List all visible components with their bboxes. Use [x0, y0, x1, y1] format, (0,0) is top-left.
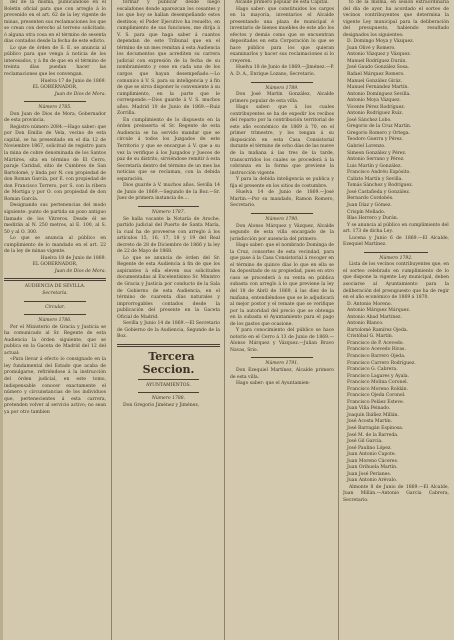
- name-list-item: Juan Viña Peinado.: [347, 406, 391, 412]
- name-list-item: Luis Martín y González.: [347, 163, 402, 169]
- name-list-item: José Sánchez Lobo.: [347, 117, 392, 123]
- paragraph: Alcalde primero popular de esta Capital.: [235, 0, 329, 5]
- name-list-item: Bartolomé Ramírez Ojeda.: [347, 327, 409, 333]
- name-list-item: D. Antonio Moreno.: [347, 301, 393, 307]
- divider: [24, 101, 85, 102]
- name-list-item: Y se anuncia al público en cumplimiento del art. 173 de dicha Ley.: [343, 222, 449, 235]
- subheader: Circular.: [45, 304, 65, 310]
- signature-name: Juan de Dios de Mora.: [54, 268, 106, 274]
- name-list-item: Juan Olivé y Romero.: [347, 45, 396, 51]
- column-rule: [224, 0, 225, 640]
- divider: [24, 314, 85, 315]
- section-divider: [117, 344, 220, 347]
- notice-number: Número 1788.: [151, 396, 186, 402]
- divider: [138, 379, 200, 380]
- name-list: [343, 39, 449, 235]
- name-list-item: Francisco de P. Acevedo.: [347, 340, 404, 346]
- name-list-item: Vicente Pérez Rodríguez.: [347, 104, 406, 110]
- name-list-item: Juan José Perianes.: [347, 471, 392, 477]
- name-list-item: Blas Herrero y Durán.: [347, 216, 399, 222]
- paragraph: Hago saber: que constituidos los cargos en la mayoría, inventarios el Alcalde presentando una plaza de municipal é inventario de bienes muebles de este año los efectos y demás como que se encuentran depositados en esta Corporación lo que se hace público para los que quieran examinarlos y hacer sus reclamaciones si lo creyeren.: [230, 6, 334, 64]
- paragraph: Dios guarde á V. muchos años. Sevilla 14 de Junio de 1869.—Segundo de la Boz.—Sr. Juez de primera instancia de....: [117, 183, 220, 202]
- divider: [251, 357, 313, 358]
- dateline: Huelva 18 de Junio de 1869.: [40, 255, 106, 261]
- name-list-item: Simeon González y Pérez.: [347, 150, 407, 156]
- column-4: [343, 0, 449, 640]
- paragraph: Hago saber: que á los cuales contribuyentes se ha de expedir los recibos del reparto por la contribución territorial de este año económico de 1869 á 70, en el primer trimestre, y los tengan á su disposición en esta Casa Consistorial durante el término de ocho días de las nueve de la mañana á las tres de la tarde, transcurridos los cuales se procederá á la cobranza en la forma que previene la instrucción vigente.: [230, 105, 334, 176]
- divider: [251, 82, 313, 83]
- name-list-item: Calixto Martín y Sevilla.: [347, 176, 403, 182]
- section-header: AUDIENCIA DE SEVILLA.: [24, 284, 86, 290]
- name-list-item: Tomás Sánchez y Rodríguez.: [347, 183, 414, 189]
- signature-title: EL GOBERNADOR,: [32, 85, 78, 91]
- subheader: AYUNTAMIENTOS.: [146, 382, 191, 388]
- paragraph: Lo que de órden de S. E. se anuncia al público para que venga á noticia de los interesados, y á fin de que en el término de treinta días puedan hacer las reclamaciones que les convengan.: [4, 45, 106, 78]
- name-list-item: Antonio Vázquez y Vázquez.: [347, 52, 412, 58]
- name-list-item: Francisco Acevedo Rivas.: [347, 347, 406, 353]
- paragraph: Sevilla y Junio 14 de 1869.—El Secretario de Gobierno de la Audiencia, Segundo de la Boz.: [117, 321, 220, 340]
- name-list-item: D. Domingo Moya y Vázquez.: [347, 39, 415, 45]
- name-list-item: Juan Orihuela Martín.: [347, 465, 398, 471]
- name-list-item: Antonio Moya Vázquez.: [347, 98, 401, 104]
- name-list-item: Francisco Andréu Expósito.: [347, 170, 411, 176]
- name-list-item: Bernardo Cordobés.: [347, 196, 394, 202]
- paragraph: Registro número 2084.—Hago saber: que por Don Emilio de Vela, vecino de esta capital, se ha presentado en el dia 12 de Noviembre 1867, solicitud de registro para la mina de cobre denominada de los Santos Mártires, sita en término de El Cerro, paraje Caridad, sitio de Cumbres de San Bartolomé, y linda por N. con propiedad de don Roman García, por E. con propiedad de don Francisco Torrero, por S. con la ribera de Mortiga y por O. con propiedad de don Roman García.: [4, 124, 106, 202]
- paragraph: Don Ezequiel Martínez, Alcalde primero de esta villa.: [230, 367, 334, 380]
- paragraph: Lo que se anuncia de órden del Sr. Regente de esta Audiencia á fin de que los aspirantes á ella eleven sus solicitudes documentadas al Excelentísimo Sr. Ministro de Gracia y Justicia por conducto de la Sala de Gobierno de esta Audiencia, en el término de cuarenta días naturales y improrrogables contados desde la publicación del presente en la Gaceta Oficial de Madrid.: [117, 255, 220, 320]
- name-list-item: Manuel Fernández Martín.: [347, 85, 409, 91]
- name-list-item: Juan Antonio Capote.: [347, 452, 396, 458]
- page-binding-edge: [0, 0, 3, 640]
- paragraph: Almonte 8 de Junio de 1869.—El Alcalde, Juan Millán.—Antonio García Cabrera, Secretario.: [343, 484, 449, 504]
- paragraph: del de la misma, publicándose en el Boletin oficial para que con arreglo á lo prevenido en el art. 62 de la ley vigente de minas, presenten sus reclamaciones los que se crean con derecho al terreno solicitado, ó alguna otra cosa en el término de sesenta días contados desde la fecha de este edicto.: [4, 0, 106, 45]
- name-list-item: Cristóbal G. Martín.: [347, 334, 394, 340]
- divider: [251, 213, 313, 214]
- signature-name: Juan de Dios de Mora.: [54, 91, 106, 97]
- notice-number: Número 1790.: [265, 216, 299, 222]
- paragraph: to de la misma, en sesión extraordinaria del día de ayer, ha acordado el sorteo de vecinos contribuyentes que determina la vigente Ley municipal para la deliberación del presupuesto, habiendo resultado designados los siguientes:: [343, 0, 449, 38]
- name-list: [343, 302, 449, 485]
- paragraph: Lista de los vecinos contribuyentes que, en el sorteo celebrado en cumplimiento de lo que dispone la vigente Ley municipal, deben asociarse al Ayuntamiento para la deliberación del presupuesto que ha de regir en el año económico de 1869 á 1870.: [343, 262, 449, 301]
- name-list-item: Manuel Rodríguez Durán.: [347, 58, 407, 64]
- paragraph: Por el Ministerio de Gracia y Justicia se ha comunicado al Sr. Regente de esta Audiencia la órden siguiente, que se publica en la Gaceta de Madrid del 12 del actual:: [4, 324, 106, 356]
- name-list-item: Francisco Ojeda Coronel.: [347, 393, 406, 399]
- paragraph: Huelva 18 de Junio de 1869.—Jiménez.—P. A. D. A., Enrique Lozano, Secretario.: [230, 65, 334, 78]
- notice-number: Número 1789.: [265, 85, 299, 91]
- paragraph: Don Gregorio Jiménez y Jiménez,: [123, 402, 200, 408]
- paragraph: Huelva 14 de Junio de 1869.—José Martin.—Por su mandado, Ramon Romero, Secretario.: [230, 190, 334, 209]
- notice-number: Número 1787.: [151, 209, 186, 215]
- paragraph: Lo que se anuncia al público en cumplimiento de lo mandado en el art. 22 de la ley de minas vigente.: [4, 236, 106, 255]
- name-list-item: José Paulino López.: [347, 445, 392, 451]
- name-list-item: José M. de la Barreda.: [347, 432, 399, 438]
- paragraph: Lucena y Junio 6 de 1869.—El Alcalde, Ezequiel Martínez.: [343, 235, 449, 248]
- column-3: [230, 0, 334, 640]
- name-list-item: Crispín Mellado.: [347, 209, 386, 215]
- name-list-item: Gregorio Romero y Ortega.: [347, 130, 410, 136]
- divider: [138, 392, 200, 393]
- paragraph: Y para la debida inteligencia se publica y fija el presente en los sitios de costumbre.: [230, 177, 334, 189]
- divider: [138, 206, 200, 207]
- name-list-item: Antonio Domínguez Sevilla.: [347, 91, 411, 97]
- paragraph: En cumplimiento de lo dispuesto en la órden preinserta el Sr. Regente de esta Audiencia se ha servido mandar que se circule á todos los Juzgados de este Territorio y que se encargue á V. que a su vez la verifique á los Juzgados y Jueces de paz de su distrito, sirviéndose remitir á esta Secretaría dentro del término de un mes las noticias que se reclaman, con la debida separación.: [117, 117, 220, 182]
- subheader: Secretaría.: [42, 290, 68, 296]
- name-list-item: Antonio Abad Martínez.: [347, 314, 402, 320]
- paragraph: Don Juan de Dios de Mora, Gobernador de esta provincia.: [4, 111, 106, 124]
- name-list-item: Francisco Lagares y Ayala.: [347, 373, 410, 379]
- name-list-item: Joaquín Ibáñez Millán.: [347, 412, 399, 418]
- name-list-item: José Barragán Espinosa.: [347, 426, 404, 431]
- name-list-item: Francisco G. Cabrera.: [347, 367, 398, 373]
- notice-number: Número 1786.: [38, 318, 72, 324]
- paragraph: Don José Martin González, Alcalde primero popular de esta villa.: [230, 92, 334, 104]
- name-list-item: Rafael Márquez Romero.: [347, 72, 405, 78]
- name-list-item: Juan Moreno Cáceres.: [347, 458, 399, 464]
- column-rule: [338, 0, 339, 640]
- name-list-item: Antonio Márquez Márquez.: [347, 308, 411, 314]
- notice-number: Número 1785.: [38, 105, 72, 111]
- name-list-item: José Castañeda y González.: [347, 189, 411, 195]
- name-list-item: Antonio Serrano y Pérez.: [347, 157, 405, 163]
- name-list-item: Antonio Blanco.: [347, 321, 384, 327]
- column-1: [4, 0, 106, 640]
- name-list-item: Francisco Peláez Esteve.: [347, 399, 405, 405]
- name-list-item: Francisco Molina Coronel.: [347, 380, 409, 386]
- name-list-item: José Acosta Martín.: [347, 419, 393, 425]
- name-list-item: Juan Antonio Arévalo.: [347, 478, 398, 484]
- column-rule: [111, 0, 112, 640]
- name-list-item: Juan Díaz y Gómez.: [347, 202, 392, 208]
- paragraph: formar y publicar desde luego escalafones donde aparezcan los cesantes y los que hoy se hallan desempeñando estos destinos; el Poder Ejecutivo ha resuelto, en cumplimiento de sus funciones, me dirija á V. S. para que haga saber á cuantos dependan de este Tribunal que en el término de un mes remitan á esta Audiencia los documentos que acrediten su carrera judicial con expresión de la fecha de su nombramiento y cese en cada uno de los cargos que hayan desempeñado.—Lo comunico á V. S. para su inteligencia y á fin de que se sirva disponer lo conveniente á su cumplimiento, en la parte que le corresponde.—Dios guarde á V. S. muchos años. Madrid 10 de Junio de 1869.—Ruiz Zorrilla.: [117, 0, 220, 117]
- paragraph: Y para conocimiento del público se hace notorio en el Cerro á 13 de Junio de 1869.—Alonso Márquez y Vázquez.—Julian Bravo Navas, Srio.: [230, 328, 334, 353]
- name-list-item: Francisco Carrero Rodríguez.: [347, 360, 416, 366]
- name-list-item: Manuel González Giráz.: [347, 78, 403, 84]
- signature-title: EL GOBERNADOR,: [32, 262, 78, 268]
- section-divider: [4, 278, 106, 281]
- notice-number: Número 1792.: [379, 255, 413, 261]
- name-list-item: Francisco Moreno Roldán.: [347, 386, 409, 392]
- name-list-item: Francisco Barrero Ojeda.: [347, 353, 406, 359]
- divider: [24, 301, 85, 302]
- section-title: Tercera Seccion.: [142, 349, 195, 376]
- paragraph: Don Alonso Márquez y Vázquez, Alcalde segundo de esta villa encargado de la jurisdicción por ausencia del primero.: [230, 223, 334, 242]
- paragraph: Hago saber: que el Ayuntamien-: [236, 381, 311, 387]
- name-list-item: Gabriel Lorenzo.: [347, 144, 386, 150]
- notice-number: Número 1791.: [265, 361, 299, 367]
- paragraph: «Para llevar á efecto lo consignado en la ley fundamental del Estado que acaba de promulgarse, refiriéndose á la instrucción del órden judicial, en este tomo, indispensable conocer exactamente el número y circunstancias de los individuos que, pertenecientes á esta carrera, pretenden volver al servicio activo; no sean ya por otro tambien: [4, 357, 106, 415]
- name-list-item: José Gaudo González Sosa.: [347, 65, 410, 71]
- name-list-item: José Gil García.: [347, 439, 383, 445]
- paragraph: Designando sus pertenencias del modo siguiente: punto de partida un pozo antiguo llamado de los Vitreros. Desde él se medirán al N. 250 metros, al E. 100, al S. 50 y al O. 300.: [4, 203, 106, 235]
- paragraph: Se halla vacante la Notaría de Aroche, partido judicial del Puerto de Santa María, la cual ha de proveerse con arreglo á los artículos 15, 16, 17, 18 y 19 del Real decreto de 28 de Diciembre de 1866 y la ley de 22 de Mayo de 1868.: [117, 216, 220, 255]
- name-list-item: Gregorio de la Cruz Martín.: [347, 124, 412, 130]
- column-2: [117, 0, 220, 640]
- name-list-item: Teodoro Guerra y Pérez.: [347, 137, 404, 143]
- paragraph: Hago saber: que el nombrado Dominga de la Cruz, consortes de esta vecindad, para que pase á la Casa Consistorial á recoger en el término de quince días lo que en ella se ha depositado de su propiedad, pues en otro caso se procederá á su venta en pública subasta con arreglo á lo que previene la ley del 18 de Abril de 1869, á las diez de la mañana, entendiéndose que se le adjudicará al mejor postor y el remate que se verifique por la autoridad del precio que se obtenga en la subasta el Ayuntamiento para el pago de los gastos que ocasione.: [230, 243, 334, 327]
- name-list-item: Antonio Rodríguez Ruíz.: [347, 111, 404, 117]
- divider: [364, 252, 428, 253]
- dateline: Huelva 17 de Junio de 1869.: [40, 78, 106, 84]
